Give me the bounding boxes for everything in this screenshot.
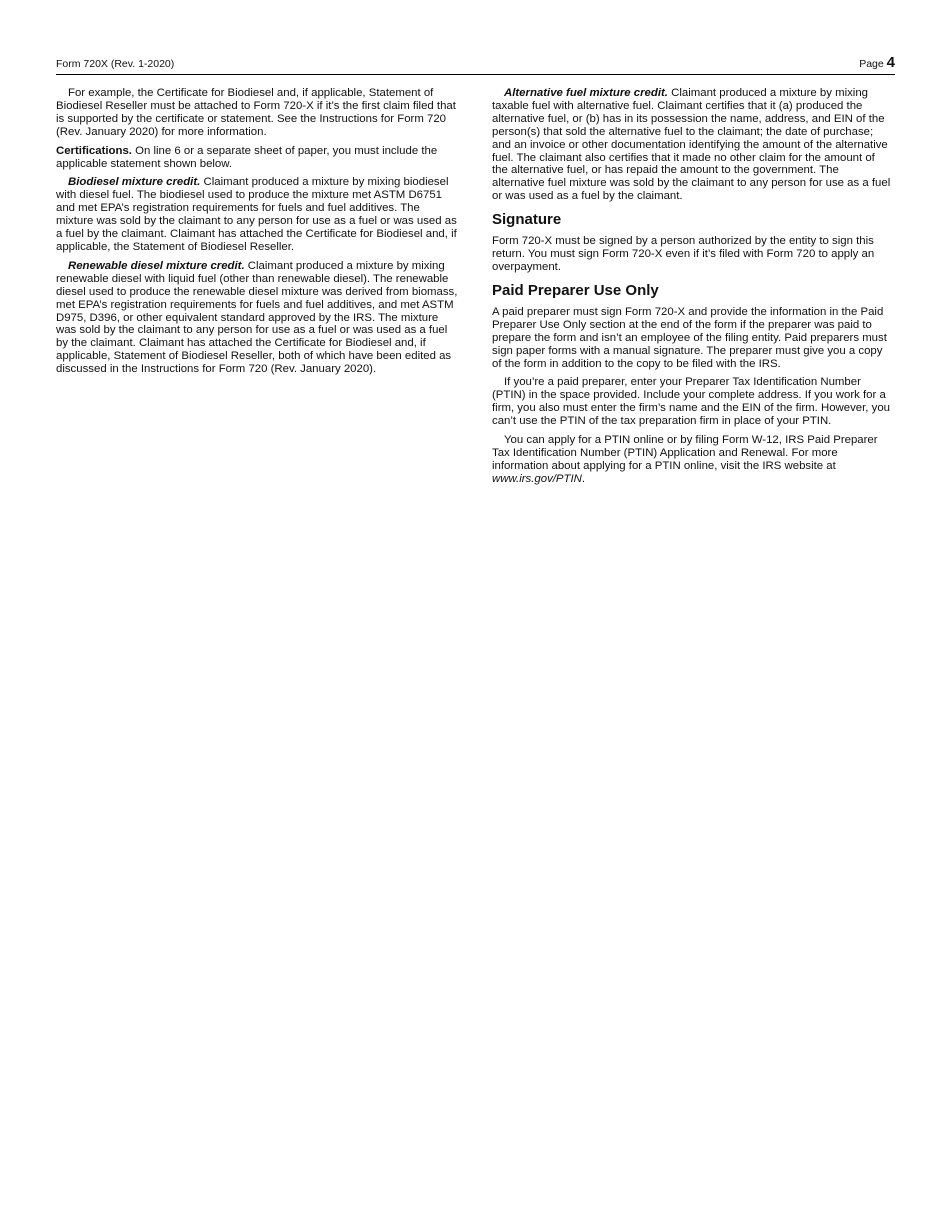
paid-preparer-paragraph-1: A paid preparer must sign Form 720-X and provide the information in the Paid Preparer Use Only section at the end of the form if the preparer was paid to prepare the form and isn’t an employee of the filing entity. Paid preparers must sign paper forms with a manual signature. The preparer must give you a copy of the form in addition to the copy to be filed with the IRS. (492, 305, 887, 370)
irs-ptin-link[interactable]: www.irs.gov/PTIN (492, 472, 582, 485)
certifications-paragraph (56, 145, 460, 171)
renewable-diesel-text: Claimant produced a mixture by mixing renewable diesel with liquid fuel (other than renewable diesel). The renewable diesel used to produce the renewable diesel mixture was derived from biomass, met EPA’s registration requirements for fuels and fuel additives, and met ASTM D975, D396, or other equivalent standard approved by the IRS. The mixture was sold by the claimant to any person for use as a fuel or was used as a fuel by the claimant. Claimant has attached the Certificate for Biodiesel and, if applicable, Statement of Biodiesel Reseller, both of which have been edited as discussed in the Instructions for Form 720 (Rev. January 2020). (56, 259, 458, 376)
page-number: 4 (886, 54, 895, 71)
page-header (56, 54, 895, 75)
biodiesel-text: Claimant produced a mixture by mixing biodiesel with diesel fuel. The biodiesel used to produce the mixture met ASTM D6751 and met EPA’s registration requirements for fuels and fuel additives. The mixture was sold by the claimant to any person for use as a fuel or was used as a fuel by the claimant. Claimant has attached the Certificate for Biodiesel and, if applicable, the Statement of Biodiesel Reseller. (56, 176, 457, 253)
certifications-heading: Certifications. (56, 144, 132, 157)
paid-preparer-heading: Paid Preparer Use Only (492, 281, 659, 299)
form-identifier: Form 720X (Rev. 1-2020) (56, 58, 175, 70)
alternative-fuel-heading: Alternative fuel mixture credit. (504, 87, 668, 99)
biodiesel-paragraph (56, 176, 460, 253)
signature-paragraph: Form 720-X must be signed by a person authorized by the entity to sign this return. You must sign Form 720-X even if it’s filed with Form 720 to apply an overpayment. (492, 235, 875, 273)
renewable-diesel-heading: Renewable diesel mixture credit. (68, 259, 245, 272)
page-number-label (859, 54, 895, 71)
left-column (56, 87, 460, 382)
ptin-apply-end: . (581, 472, 586, 485)
certifications-text: On line 6 or a separate sheet of paper, you must include the applicable statement shown below. (56, 144, 438, 170)
paid-preparer-paragraph-2: If you’re a paid preparer, enter your Preparer Tax Identification Number (PTIN) in the space provided. Include your complete address. If you work for a firm, you also must enter the firm’s name and the EIN of the firm. However, you can’t use the PTIN of the tax preparation firm in place of your PTIN. (492, 376, 890, 428)
renewable-diesel-paragraph (56, 260, 460, 376)
paid-preparer-paragraph-3 (492, 434, 892, 486)
ptin-apply-text: You can apply for a PTIN online or by filing Form W-12, IRS Paid Preparer Tax Identification Number (PTIN) Application and Renewal. For more information about applying for a PTIN online, visit the IRS website at (492, 434, 878, 472)
alternative-fuel-text: Claimant produced a mixture by mixing taxable fuel with alternative fuel. Claimant certifies that it (a) produced the alternative fuel, or (b) has in its possession the name, address, and EIN of the person(s) that sold the alternative fuel to the claimant; the date of purchase; and an invoice or other documentation identifying the amount of the alternative fuel. The claimant also certifies that it made no other claim for the amount of the alternative fuel, or has repaid the amount to the government. The alternative fuel mixture was sold by the claimant to any person for use as a fuel or was used as a fuel by the claimant. (492, 87, 891, 203)
signature-heading: Signature (492, 211, 562, 229)
biodiesel-heading: Biodiesel mixture credit. (68, 176, 201, 189)
right-column (492, 87, 892, 492)
alternative-fuel-paragraph (492, 87, 892, 203)
page-prefix: Page (859, 58, 884, 70)
intro-paragraph: For example, the Certificate for Biodiesel and, if applicable, Statement of Biodiesel Reseller must be attached to Form 720-X if it’s the first claim filed that is supported by the certificate or statement. See the Instructions for Form 720 (Rev. January 2020) for more information. (56, 87, 456, 138)
